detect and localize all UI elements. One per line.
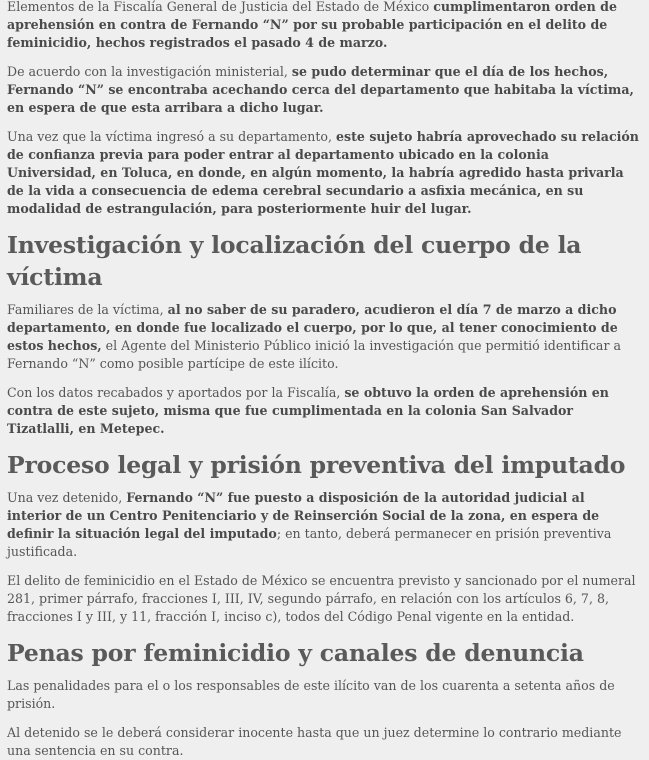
paragraph-penal-code: El delito de feminicidio en el Estado de México se encuentra previsto y sancionado por el numeral 281, primer párrafo, fracciones I, III, IV, segundo párrafo, en relación con los artículos 6, 7, 8, fracciones I y III, y 11, fracción I, inciso c), todos del Código Penal vigente en la entidad. <box>7 573 636 624</box>
paragraph-presumption-innocence: Al detenido se le deberá considerar inocente hasta que un juez determine lo contrario mediante una sentencia en su contra. <box>7 725 622 758</box>
section-heading-legal-process: Proceso legal y prisión preventiva del imputado <box>7 451 626 479</box>
paragraph-bold-text: se obtuvo la orden de aprehensión en contra de este sujeto, misma que fue cumplimentada en la colonia San Salvador Tizatlalli, en Metepec. <box>7 385 609 436</box>
paragraph-text: Familiares de la víctima, <box>7 302 168 317</box>
paragraph-text: Una vez detenido, <box>7 490 127 505</box>
paragraph-bold-text: cumplimentaron orden de aprehensión en contra de Fernando “N” por su probable participación en el delito de feminicidio, hechos registrados el pasado 4 de marzo. <box>7 0 618 50</box>
paragraph-bold-text: se pudo determinar que el día de los hechos, Fernando “N” se encontraba acechando cerca del departamento que habitaba la víctima, en espera de que esta arribara a dicho lugar. <box>7 64 634 115</box>
paragraph-text: Elementos de la Fiscalía General de Justicia del Estado de México <box>7 0 434 14</box>
paragraph-investigation <box>7 63 642 117</box>
section-heading-investigation: Investigación y localización del cuerpo de la víctima <box>7 231 582 291</box>
paragraph-family <box>7 301 642 373</box>
paragraph-arrest-order <box>7 0 642 52</box>
paragraph-bold-text: Fernando “N” fue puesto a disposición de la autoridad judicial al interior de un Centro Penitenciario y de Reinserción Social de la zona, en espera de definir la situación legal del imputado <box>7 490 600 541</box>
paragraph-events <box>7 128 642 218</box>
section-heading-penalties: Penas por feminicidio y canales de denuncia <box>7 639 584 667</box>
paragraph-text: Con los datos recabados y aportados por la Fiscalía, <box>7 385 345 400</box>
paragraph-data-collected <box>7 384 642 438</box>
paragraph-text: el Agente del Ministerio Público inició la investigación que permitió identificar a Fernando “N” como posible partícipe de este ilícito. <box>7 338 621 371</box>
paragraph-bold-text: este sujeto habría aprovechado su relación de confianza previa para poder entrar al departamento ubicado en la colonia Universidad, en Toluca, en donde, en algún momento, la habría agredido hasta privarla de la vida a consecuencia de edema cerebral secundario a asfixia mecánica, en su modalidad de estrangulación, para posteriormente huir del lugar. <box>7 129 639 216</box>
paragraph-penalties: Las penalidades para el o los responsables de este ilícito van de los cuarenta a setenta años de prisión. <box>7 678 615 711</box>
paragraph-bold-text: al no saber de su paradero, acudieron el día 7 de marzo a dicho departamento, en donde fue localizado el cuerpo, por lo que, al tener conocimiento de estos hechos, <box>7 302 618 353</box>
paragraph-detention <box>7 489 642 561</box>
paragraph-text: De acuerdo con la investigación ministerial, <box>7 64 292 79</box>
paragraph-text: Una vez que la víctima ingresó a su departamento, <box>7 129 336 144</box>
paragraph-text: ; en tanto, deberá permanecer en prisión preventiva justificada. <box>7 526 612 559</box>
